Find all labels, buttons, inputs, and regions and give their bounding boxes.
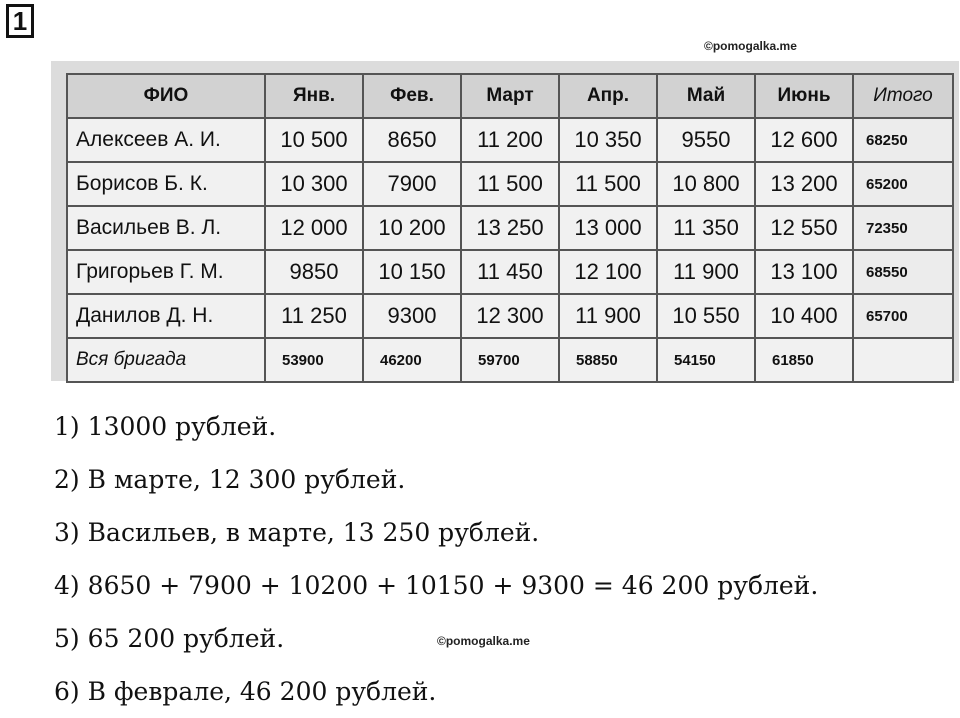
cell-value: 10 200 [363,206,461,250]
answer-number: 6) [54,677,80,706]
answer-text: 13000 рублей. [87,412,277,441]
answer-number: 2) [54,465,80,494]
cell-name: Данилов Д. Н. [67,294,265,338]
summary-value: 46200 [363,338,461,382]
cell-value: 10 300 [265,162,363,206]
cell-value: 10 550 [657,294,755,338]
answer-number: 3) [54,518,80,547]
header-fio: ФИО [67,74,265,118]
salary-table [66,73,954,383]
header-jan: Янв. [265,74,363,118]
header-apr: Апр. [559,74,657,118]
table-row [67,294,953,338]
cell-total: 65200 [853,162,953,206]
answer-item [54,665,954,718]
answer-text: 8650 + 7900 + 10200 + 10150 + 9300 = 46 200 рублей. [87,571,819,600]
cell-name: Васильев В. Л. [67,206,265,250]
cell-value: 13 200 [755,162,853,206]
header-jun: Июнь [755,74,853,118]
cell-value: 11 500 [559,162,657,206]
cell-value: 11 250 [265,294,363,338]
cell-total: 68250 [853,118,953,162]
header-may: Май [657,74,755,118]
answer-number: 4) [54,571,80,600]
table-row [67,118,953,162]
answer-number: 1) [54,412,80,441]
table-summary-row [67,338,953,382]
cell-value: 10 400 [755,294,853,338]
table-header-row [67,74,953,118]
cell-value: 10 500 [265,118,363,162]
cell-total: 65700 [853,294,953,338]
salary-table-panel [51,61,959,381]
cell-value: 10 800 [657,162,755,206]
cell-value: 12 550 [755,206,853,250]
cell-value: 9850 [265,250,363,294]
summary-value: 54150 [657,338,755,382]
watermark-middle: ©pomogalka.me [437,634,530,648]
cell-value: 9550 [657,118,755,162]
answer-item [54,506,954,559]
cell-value: 11 500 [461,162,559,206]
cell-value: 12 100 [559,250,657,294]
answer-text: 65 200 рублей. [87,624,285,653]
summary-value: 53900 [265,338,363,382]
cell-value: 12 000 [265,206,363,250]
answer-number: 5) [54,624,80,653]
cell-value: 10 150 [363,250,461,294]
task-number-badge: 1 [6,4,34,38]
header-total: Итого [853,74,953,118]
cell-name: Борисов Б. К. [67,162,265,206]
watermark-top: ©pomogalka.me [704,39,797,53]
cell-value: 11 450 [461,250,559,294]
summary-total-empty [853,338,953,382]
answer-item [54,400,954,453]
cell-total: 68550 [853,250,953,294]
cell-name: Алексеев А. И. [67,118,265,162]
cell-name: Григорьев Г. М. [67,250,265,294]
table-row [67,162,953,206]
summary-label: Вся бригада [67,338,265,382]
answer-item [54,453,954,506]
table-row [67,250,953,294]
cell-value: 11 900 [657,250,755,294]
header-feb: Фев. [363,74,461,118]
header-mar: Март [461,74,559,118]
cell-total: 72350 [853,206,953,250]
cell-value: 13 000 [559,206,657,250]
summary-value: 58850 [559,338,657,382]
cell-value: 11 900 [559,294,657,338]
answer-text: Васильев, в марте, 13 250 рублей. [87,518,540,547]
cell-value: 13 100 [755,250,853,294]
cell-value: 12 300 [461,294,559,338]
answer-item [54,559,954,612]
cell-value: 7900 [363,162,461,206]
summary-value: 59700 [461,338,559,382]
cell-value: 9300 [363,294,461,338]
cell-value: 13 250 [461,206,559,250]
cell-value: 12 600 [755,118,853,162]
cell-value: 11 200 [461,118,559,162]
answers-list [54,400,954,718]
answer-text: В марте, 12 300 рублей. [87,465,406,494]
cell-value: 8650 [363,118,461,162]
cell-value: 10 350 [559,118,657,162]
table-row [67,206,953,250]
cell-value: 11 350 [657,206,755,250]
summary-value: 61850 [755,338,853,382]
answer-text: В феврале, 46 200 рублей. [87,677,437,706]
